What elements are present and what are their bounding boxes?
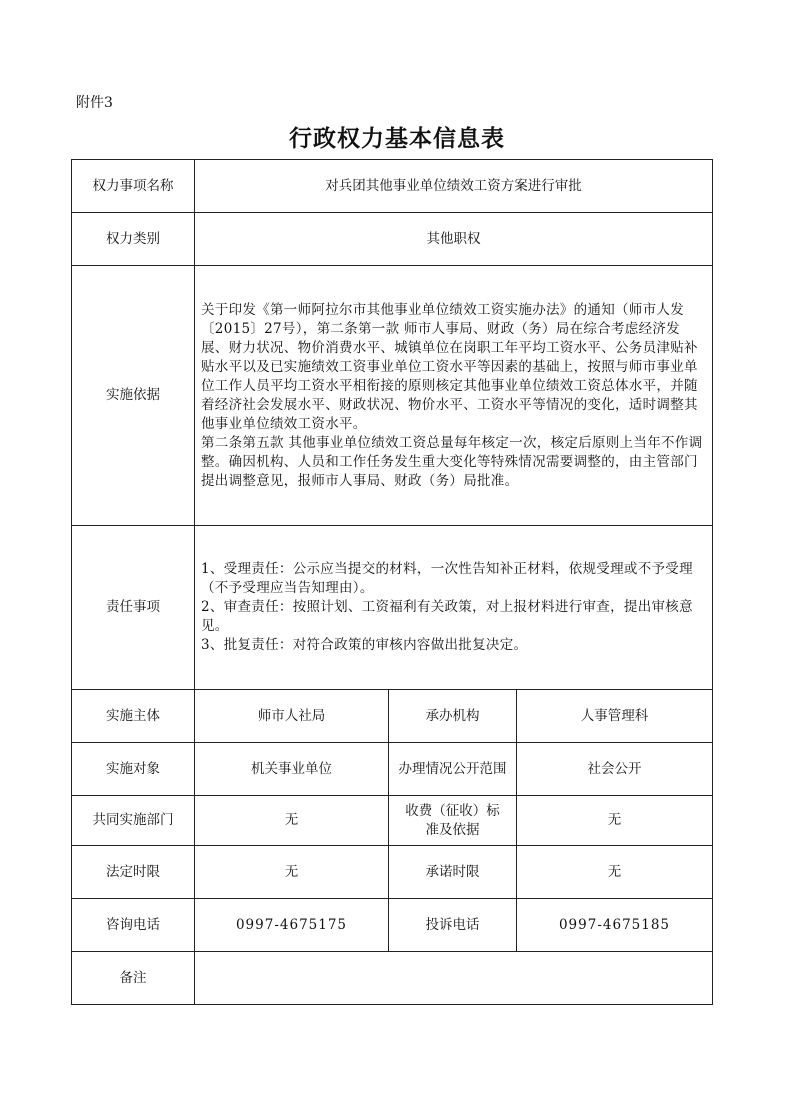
duty-item-3: 3、批复责任：对符合政策的审核内容做出批复决定。 bbox=[201, 637, 528, 653]
label-target: 实施对象 bbox=[72, 743, 195, 796]
label-remarks: 备注 bbox=[72, 952, 195, 1005]
value-promised-time-limit: 无 bbox=[517, 846, 713, 899]
basis-paragraph-1: 关于印发《第一师阿拉尔市其他事业单位绩效工资实施办法》的通知（师市人发〔2015〕27号），第二条第一款 师市人事局、财政（务）局在综合考虑经济发展、财力状况、物价消费水平、城镇单位在岗职工年平均工资水平、公务员津贴补贴水平以及已实施绩效工资事业单位工资水平等因素的基础上，按照与师市事业单位工作人员平均工资水平相衔接的原则核定其他事业单位绩效工资总体水平，并随着经济社会发展水平、财政状况、物价水平、工资水平等情况的变化，适时调整其他事业单位绩效工资水平。 bbox=[201, 301, 698, 432]
value-subject: 师市人社局 bbox=[195, 690, 389, 743]
page-title: 行政权力基本信息表 bbox=[289, 125, 505, 152]
row-subject bbox=[72, 690, 713, 743]
row-time-limit bbox=[72, 846, 713, 899]
value-handling-org: 人事管理科 bbox=[517, 690, 713, 743]
row-power-name bbox=[72, 160, 713, 213]
value-legal-time-limit: 无 bbox=[195, 846, 389, 899]
label-power-name: 权力事项名称 bbox=[72, 160, 195, 213]
value-fee-standard: 无 bbox=[517, 796, 713, 846]
value-consult-phone: 0997-4675175 bbox=[195, 899, 389, 952]
value-duties bbox=[195, 526, 713, 690]
row-target bbox=[72, 743, 713, 796]
value-disclosure-scope: 社会公开 bbox=[517, 743, 713, 796]
label-consult-phone: 咨询电话 bbox=[72, 899, 195, 952]
label-handling-org: 承办机构 bbox=[389, 690, 517, 743]
value-remarks bbox=[195, 952, 713, 1005]
label-joint-dept: 共同实施部门 bbox=[72, 796, 195, 846]
label-fee-standard: 收费（征收）标准及依据 bbox=[389, 796, 517, 846]
value-complaint-phone: 0997-4675185 bbox=[517, 899, 713, 952]
value-target: 机关事业单位 bbox=[195, 743, 389, 796]
row-phone bbox=[72, 899, 713, 952]
duty-item-2: 2、审查责任：按照计划、工资福利有关政策，对上报材料进行审查，提出审核意见。 bbox=[201, 599, 693, 634]
row-remarks bbox=[72, 952, 713, 1005]
value-joint-dept: 无 bbox=[195, 796, 389, 846]
label-subject: 实施主体 bbox=[72, 690, 195, 743]
label-legal-time-limit: 法定时限 bbox=[72, 846, 195, 899]
row-power-category bbox=[72, 213, 713, 266]
row-basis bbox=[72, 266, 713, 526]
label-complaint-phone: 投诉电话 bbox=[389, 899, 517, 952]
attachment-label: 附件3 bbox=[76, 95, 113, 111]
label-power-category: 权力类别 bbox=[72, 213, 195, 266]
label-promised-time-limit: 承诺时限 bbox=[389, 846, 517, 899]
row-joint bbox=[72, 796, 713, 846]
label-basis: 实施依据 bbox=[72, 266, 195, 526]
label-disclosure-scope: 办理情况公开范围 bbox=[389, 743, 517, 796]
basis-paragraph-2: 第二条第五款 其他事业单位绩效工资总量每年核定一次，核定后原则上当年不作调整。确因机构、人员和工作任务发生重大变化等特殊情况需要调整的，由主管部门提出调整意见，报师市人事局、财政（务）局批准。 bbox=[201, 434, 703, 489]
duty-item-1: 1、受理责任：公示应当提交的材料，一次性告知补正材料，依规受理或不予受理（不予受理应当告知理由）。 bbox=[201, 561, 693, 596]
info-table bbox=[71, 159, 713, 1005]
label-duties: 责任事项 bbox=[72, 526, 195, 690]
value-basis bbox=[195, 266, 713, 526]
value-power-category: 其他职权 bbox=[195, 213, 713, 266]
value-power-name: 对兵团其他事业单位绩效工资方案进行审批 bbox=[195, 160, 713, 213]
row-duties bbox=[72, 526, 713, 690]
